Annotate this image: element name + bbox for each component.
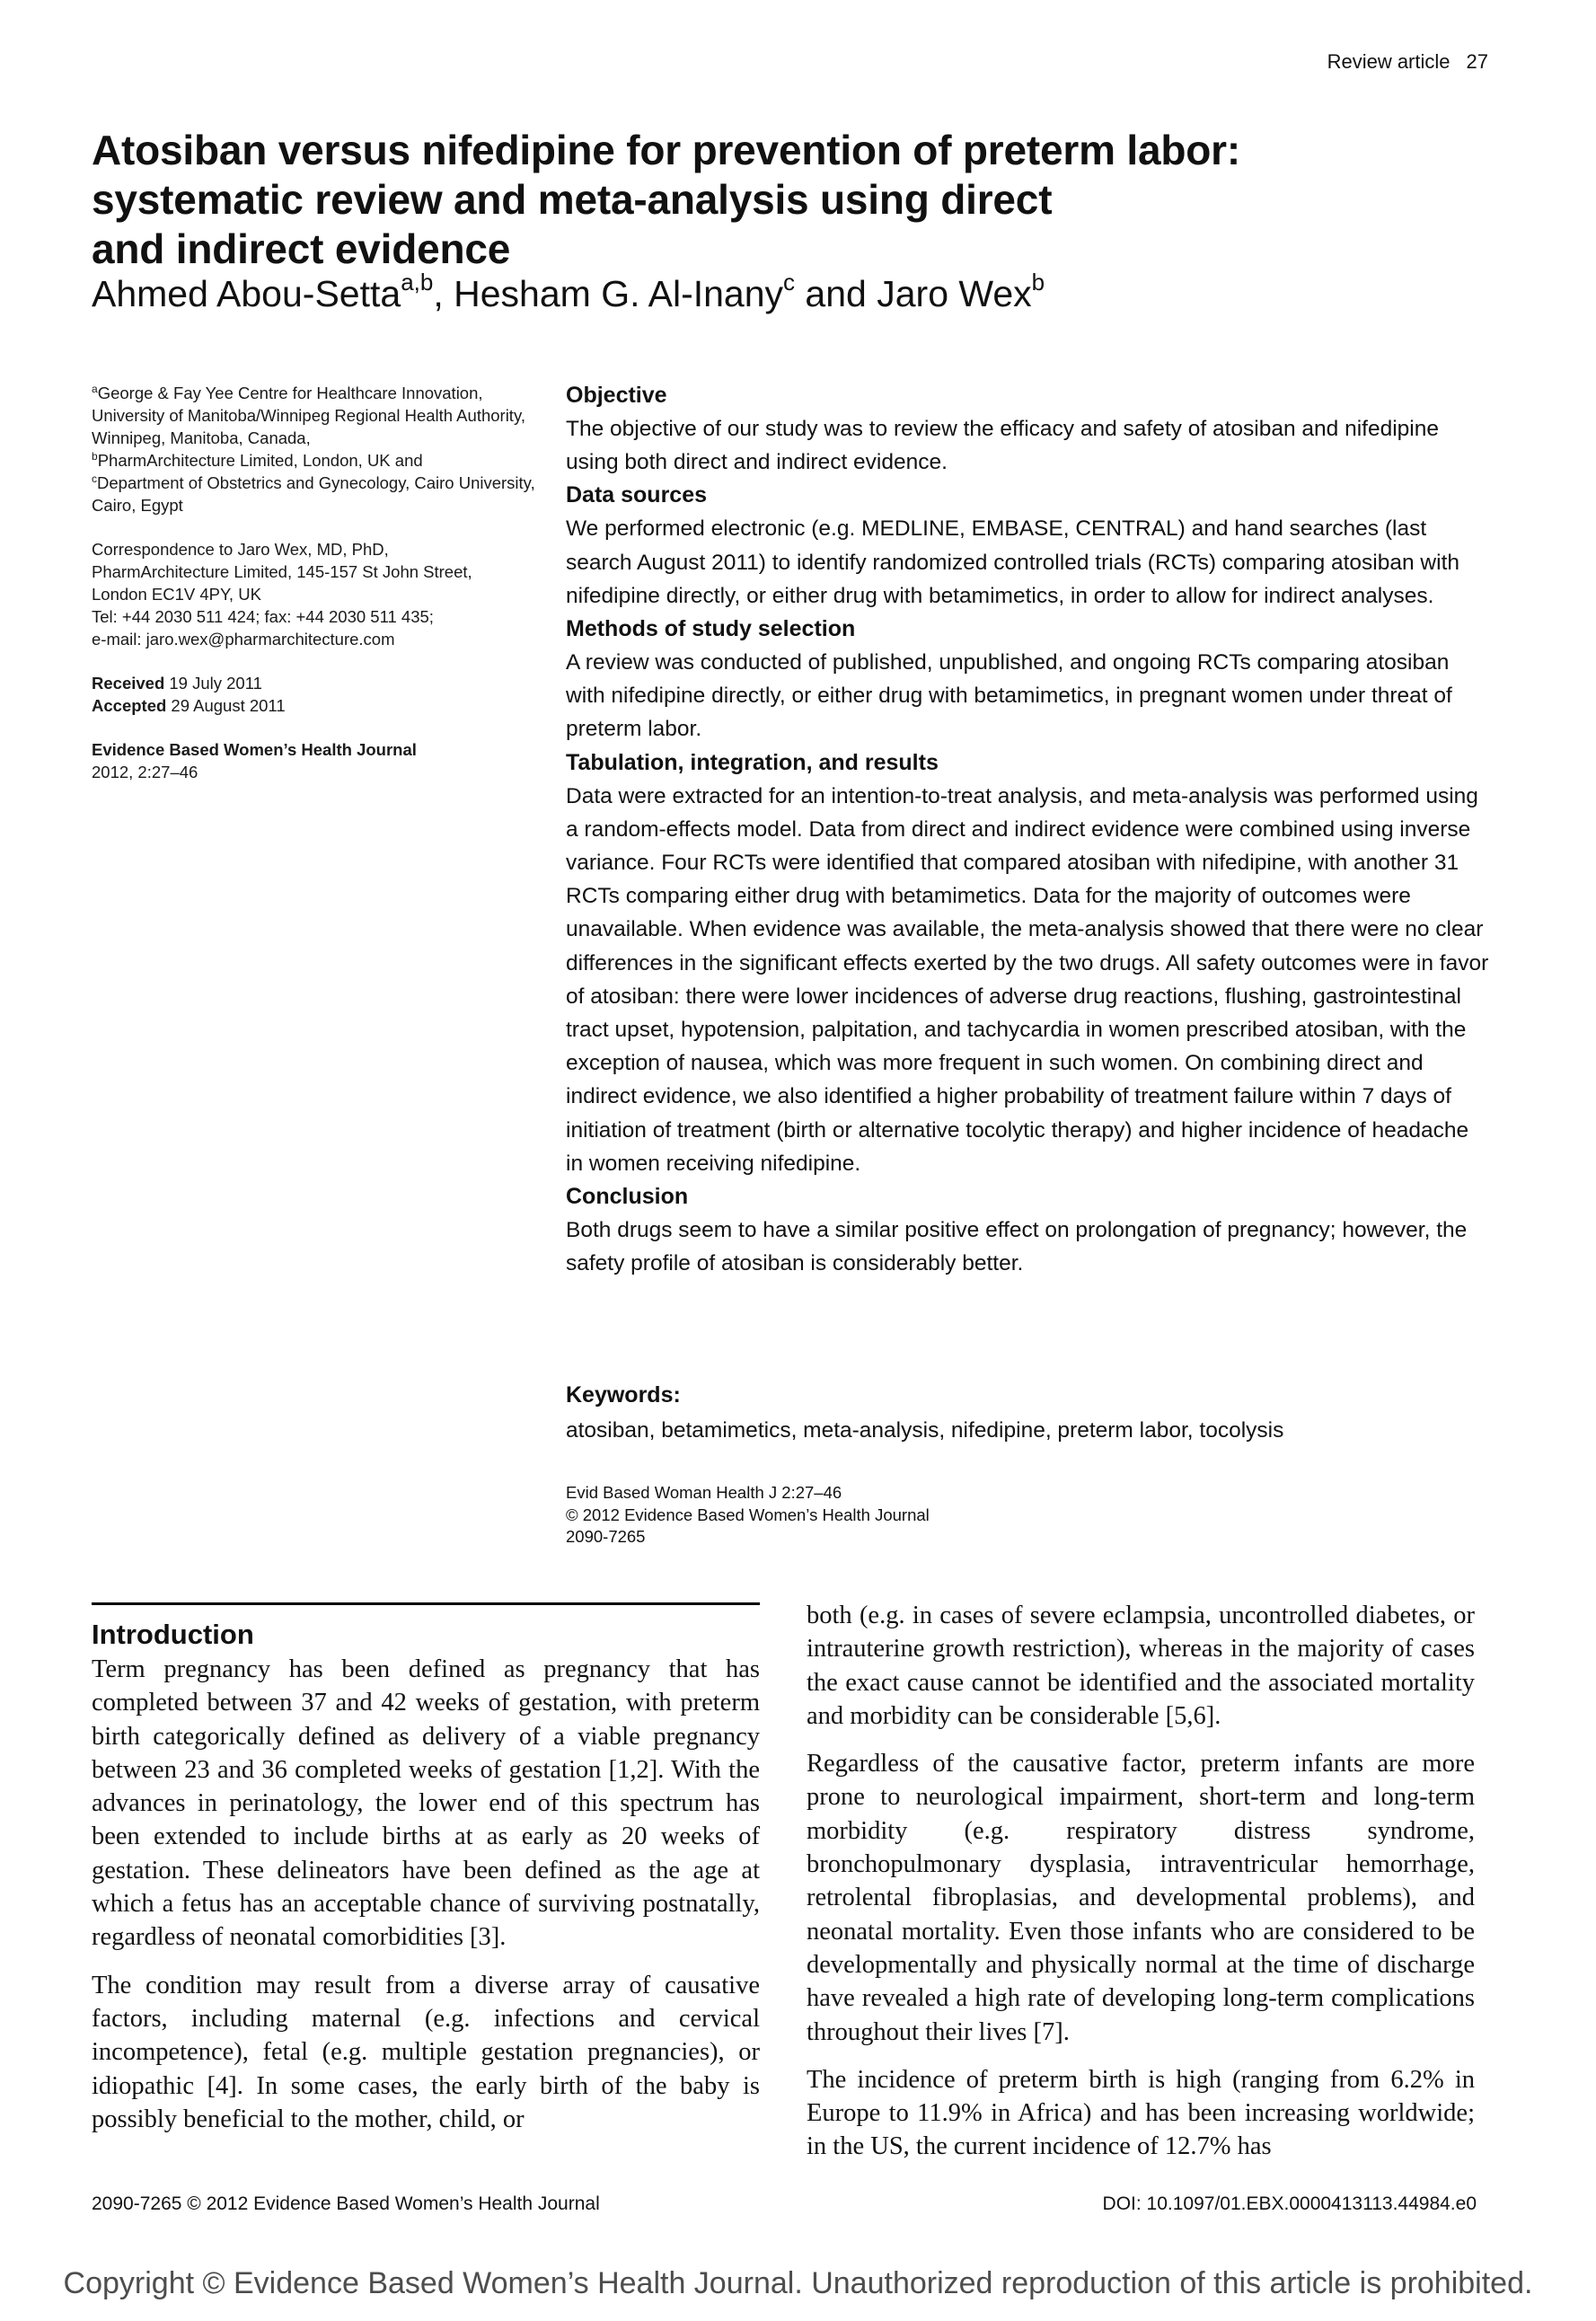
journal-volume: 2012, 2:27–46 <box>92 763 198 781</box>
abstract-heading: Conclusion <box>566 1184 689 1210</box>
affiliation: George & Fay Yee Centre for Healthcare Innovation, University of Manitoba/Winnipeg Regional Health Authority, Winnipeg, Manitoba, Canada, <box>92 384 525 447</box>
author-separator: , <box>433 273 454 314</box>
affiliations <box>92 382 541 516</box>
keywords-label: Keywords: <box>566 1382 681 1408</box>
article-title <box>92 126 1457 274</box>
correspondence-line: London EC1V 4PY, UK <box>92 585 261 604</box>
citation-block <box>566 1482 930 1549</box>
article-dates <box>92 672 541 717</box>
abstract-heading: Objective <box>566 383 667 408</box>
citation-line: © 2012 Evidence Based Women’s Health Journal <box>566 1505 930 1524</box>
journal-info <box>92 738 541 783</box>
accepted-label: Accepted <box>92 696 167 715</box>
footer-issn: 2090-7265 © 2012 Evidence Based Women’s Health Journal <box>92 2193 600 2214</box>
section-heading-introduction: Introduction <box>92 1619 254 1650</box>
correspondence-line: Tel: +44 2030 511 424; fax: +44 2030 511 435; <box>92 607 434 626</box>
author-separator: and <box>795 273 877 314</box>
author-name: Ahmed Abou-Setta <box>92 273 401 314</box>
affiliation-mark: a <box>92 383 98 395</box>
received-label: Received <box>92 674 165 693</box>
author-list <box>92 271 1045 316</box>
body-paragraph: The condition may result from a diverse array of causative factors, including maternal (e.g. infections and cervical incompetence), fetal (e.g. multiple gestation pregnancies), or idiopathic [4]. In some cases, the early birth of the baby is possibly beneficial to the mother, child, or <box>92 1971 760 2133</box>
running-head <box>1327 50 1488 74</box>
correspondence-line: Correspondence to Jaro Wex, MD, PhD, <box>92 540 389 559</box>
correspondence-email[interactable]: e-mail: jaro.wex@pharmarchitecture.com <box>92 630 395 649</box>
abstract-heading: Tabulation, integration, and results <box>566 749 939 775</box>
body-paragraph: Regardless of the causative factor, preterm infants are more prone to neurological impairment, short-term and long-term morbidity (e.g. respiratory distress syndrome, bronchopulmonary dysplasia, intraventricular hemorrhage, retrolental fibroplasias, and developmental problems), and neonatal mortality. Even those infants who are considered to be developmentally and physically normal at the time of discharge have revealed a high rate of developing long-term complications throughout their lives [7]. <box>807 1750 1475 2046</box>
article-metadata <box>92 382 541 783</box>
keywords-text: atosiban, betamimetics, meta-analysis, nifedipine, preterm labor, tocolysis <box>566 1418 1284 1443</box>
body-paragraph: The incidence of preterm birth is high (ranging from 6.2% in Europe to 11.9% in Africa) and has been increasing worldwide; in the US, the current incidence of 12.7% has <box>807 2065 1475 2161</box>
author-affiliation-mark: c <box>783 269 796 296</box>
copyright-notice: Copyright © Evidence Based Women’s Health Journal. Unauthorized reproduction of this article is prohibited. <box>63 2266 1533 2300</box>
author-name: Hesham G. Al-Inany <box>454 273 784 314</box>
abstract-text: Both drugs seem to have a similar positive effect on prolongation of pregnancy; however, the safety profile of atosiban is considerably better. <box>566 1218 1468 1276</box>
author-affiliation-mark: a,b <box>401 269 434 296</box>
footer-doi[interactable]: DOI: 10.1097/01.EBX.0000413113.44984.e0 <box>1102 2193 1477 2214</box>
correspondence <box>92 538 541 650</box>
title-line: Atosiban versus nifedipine for prevention of preterm labor: <box>92 127 1240 173</box>
body-column-right <box>807 1599 1475 2178</box>
section-divider <box>92 1602 760 1605</box>
abstract-text: We performed electronic (e.g. MEDLINE, EMBASE, CENTRAL) and hand searches (last search August 2011) to identify randomized controlled trials (RCTs) comparing atosiban with nifedipine directly, or either drug with betamimetics, in order to allow for indirect analyses. <box>566 516 1460 608</box>
abstract <box>566 379 1491 1280</box>
journal-name: Evidence Based Women’s Health Journal <box>92 740 417 759</box>
title-line: systematic review and meta-analysis using direct <box>92 176 1053 223</box>
title-line: and indirect evidence <box>92 225 511 272</box>
keywords <box>566 1379 1491 1447</box>
accepted-date: 29 August 2011 <box>171 696 286 715</box>
abstract-text: A review was conducted of published, unpublished, and ongoing RCTs comparing atosiban with nifedipine directly, or either drug with betamimetics, in pregnant women under threat of preterm labor. <box>566 650 1452 742</box>
abstract-text: Data were extracted for an intention-to-treat analysis, and meta-analysis was performed using a random-effects model. Data from direct and indirect evidence were combined using inverse variance. Four RCTs were identified that compared atosiban with nifedipine, with another 31 RCTs comparing either drug with betamimetics. Data for the majority of outcomes were unavailable. When evidence was available, the meta-analysis showed that there were no clear differences in the significant effects exerted by the two drugs. All safety outcomes were in favor of atosiban: there were lower incidences of adverse drug reactions, flushing, gastrointestinal tract upset, hypotension, palpitation, and tachycardia in women prescribed atosiban, with the exception of nausea, which was more frequent in such women. On combining direct and indirect evidence, we also identified a higher probability of treatment failure within 7 days of initiation of treatment (birth or alternative tocolytic therapy) and higher incidence of headache in women receiving nifedipine. <box>566 783 1489 1176</box>
article-type: Review article <box>1327 50 1451 73</box>
citation-line: 2090-7265 <box>566 1527 646 1546</box>
citation-line: Evid Based Woman Health J 2:27–46 <box>566 1483 842 1502</box>
abstract-heading: Methods of study selection <box>566 616 856 642</box>
affiliation: PharmArchitecture Limited, London, UK and <box>97 451 423 470</box>
affiliation-mark: b <box>92 450 98 463</box>
correspondence-line: PharmArchitecture Limited, 145-157 St John Street, <box>92 562 472 581</box>
author-name: Jaro Wex <box>877 273 1032 314</box>
body-paragraph: both (e.g. in cases of severe eclampsia, uncontrolled diabetes, or intrauterine growth restriction), whereas in the majority of cases the exact cause cannot be identified and the associated mortality and morbidity can be considerable [5,6]. <box>807 1602 1475 1730</box>
page-number: 27 <box>1466 50 1488 73</box>
body-paragraph: Term pregnancy has been defined as pregnancy that has completed between 37 and 42 weeks of gestation, with preterm birth categorically defined as delivery of a viable pregnancy between 23 and 36 completed weeks of gestation [1,2]. With the advances in perinatology, the lower end of this spectrum has been extended to include births at as early as 20 weeks of gestation. These delineators have been defined as the age at which a fetus has an acceptable chance of surviving postnatally, regardless of neonatal comorbidities [3]. <box>92 1655 760 1952</box>
affiliation-mark: c <box>92 472 97 485</box>
author-affiliation-mark: b <box>1031 269 1045 296</box>
abstract-heading: Data sources <box>566 482 708 508</box>
abstract-text: The objective of our study was to review the efficacy and safety of atosiban and nifedipine using both direct and indirect evidence. <box>566 417 1439 475</box>
affiliation: Department of Obstetrics and Gynecology, Cairo University, Cairo, Egypt <box>92 473 535 515</box>
body-column-left <box>92 1617 760 2150</box>
received-date: 19 July 2011 <box>169 674 262 693</box>
